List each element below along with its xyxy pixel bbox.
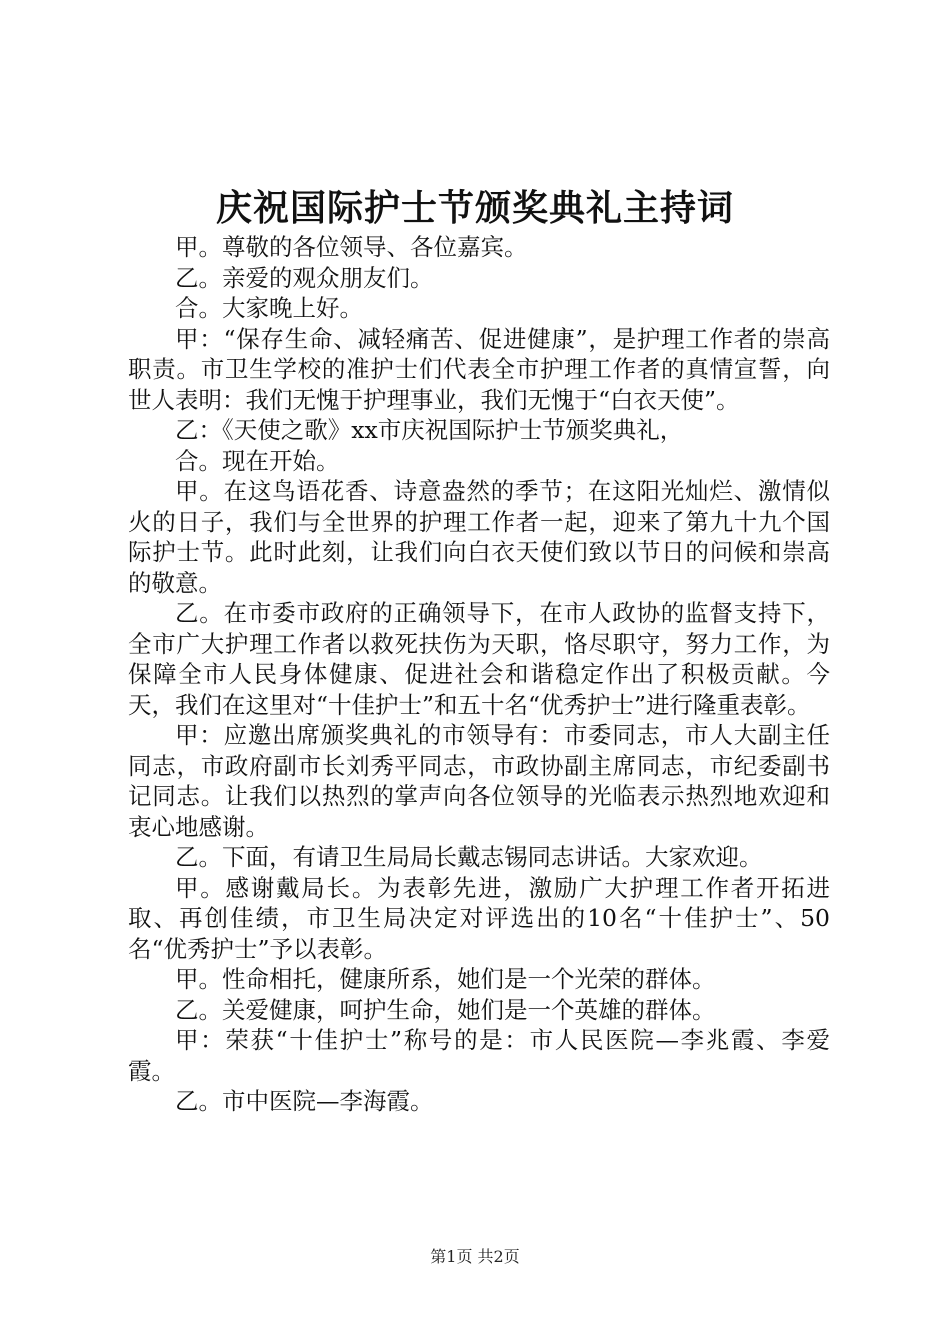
- paragraph: 乙。关爱健康，呵护生命，她们是一个英雄的群体。: [175, 995, 716, 1024]
- paragraph: 乙。下面，有请卫生局局长戴志锡同志讲话。大家欢迎。: [175, 843, 763, 871]
- paragraph: 乙：《天使之歌》xx市庆祝国际护士节颁奖典礼，: [175, 416, 684, 444]
- paragraph: 甲：荣获“十佳护士”称号的是：市人民医院—李兆霞、李爱霞。: [128, 1026, 830, 1085]
- paragraph: 甲。尊敬的各位领导、各位嘉宾。: [175, 233, 528, 261]
- paragraph: 乙。亲爱的观众朋友们。: [175, 263, 434, 292]
- document-body: [128, 232, 830, 1117]
- paragraph: 甲。感谢戴局长。为表彰先进，激励广大护理工作者开拓进取、再创佳绩，市卫生局决定对评选出的10名“十佳护士”、50名“优秀护士”予以表彰。: [128, 873, 830, 963]
- paragraph: 甲。在这鸟语花香、诗意盎然的季节；在这阳光灿烂、激情似火的日子，我们与全世界的护理工作者一起，迎来了第九十九个国际护士节。此时此刻，让我们向白衣天使们致以节日的问候和崇高的敬意。: [128, 477, 830, 597]
- document-title: 庆祝国际护士节颁奖典礼主持词: [215, 187, 734, 229]
- paragraph: 甲。性命相托，健康所系，她们是一个光荣的群体。: [175, 965, 716, 993]
- paragraph: 合。大家晚上好。: [175, 294, 363, 322]
- paragraph: 甲：“保存生命、减轻痛苦、促进健康”，是护理工作者的崇高职责。市卫生学校的准护士们代表全市护理工作者的真情宣誓，向世人表明：我们无愧于护理事业，我们无愧于“白衣天使”。: [128, 324, 830, 414]
- page-footer: 第1页 共2页: [430, 1247, 520, 1266]
- paragraph: 乙。在市委市政府的正确领导下，在市人政协的监督支持下，全市广大护理工作者以救死扶伤为天职，恪尽职守，努力工作，为保障全市人民身体健康、促进社会和谐稳定作出了积极贡献。今天，我们在这里对“十佳护士”和五十名“优秀护士”进行隆重表彰。: [128, 599, 830, 719]
- paragraph: 乙。市中医院—李海霞。: [175, 1087, 434, 1115]
- paragraph: 合。现在开始。: [175, 446, 340, 475]
- paragraph: 甲：应邀出席颁奖典礼的市领导有：市委同志，市人大副主任同志，市政府副市长刘秀平同志，市政协副主席同志，市纪委副书记同志。让我们以热烈的掌声向各位领导的光临表示热烈地欢迎和衷心地感谢。: [128, 721, 830, 841]
